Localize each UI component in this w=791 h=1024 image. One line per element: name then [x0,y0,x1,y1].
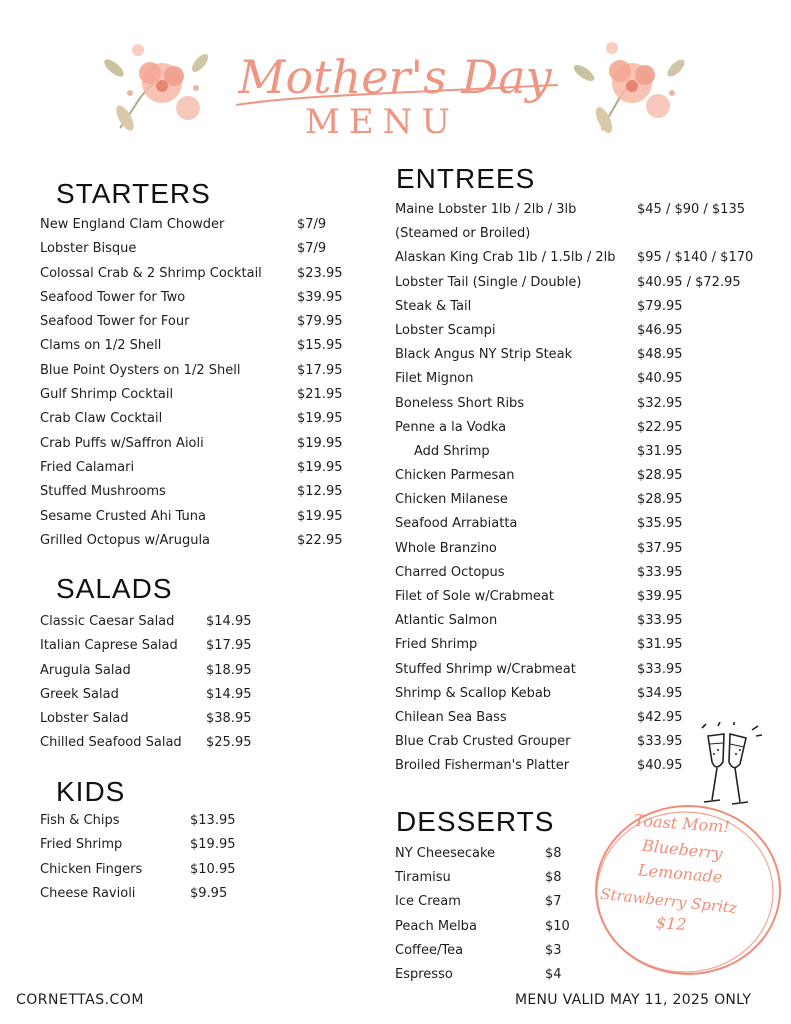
list-item [395,367,775,391]
list-item [395,842,595,866]
list-item [40,359,360,383]
item-name: Coffee/Tea [395,942,464,958]
item-price: $19.95 [297,435,343,451]
item-name: Gulf Shrimp Cocktail [40,387,174,403]
item-name: Blue Point Oysters on 1/2 Shell [40,362,241,378]
list-item [395,866,595,890]
item-name: Broiled Fisherman's Platter [395,758,570,774]
list-item [395,633,775,657]
item-price: $38.95 [206,711,252,727]
list-item [40,634,300,658]
promo-price: $12 [655,912,688,935]
list-item [395,585,775,609]
desserts-list [395,842,595,987]
item-name: Arugula Salad [40,662,131,678]
item-price: $12.95 [297,484,343,500]
item-price: $14.95 [206,686,252,702]
item-price: $40.95 / $72.95 [637,274,741,290]
list-item [395,915,595,939]
list-item [40,286,360,310]
item-name: Whole Branzino [395,540,497,556]
salads-list [40,610,300,756]
item-name: Peach Melba [395,918,477,934]
list-item [40,683,300,707]
list-item [395,295,775,319]
footer-website: CORNETTAS.COM [16,992,144,1008]
list-item [40,659,300,683]
list-item [40,407,360,431]
item-price: $14.95 [206,614,252,629]
item-name: Filet of Sole w/Crabmeat [395,589,554,604]
item-name: Espresso [395,966,453,982]
desserts-title: DESSERTS [396,806,555,837]
item-name: NY Cheesecake [395,846,496,861]
list-item [395,537,775,561]
item-name: Fried Shrimp [40,837,123,853]
item-name: Charred Octopus [395,564,505,580]
item-price: $19.95 [190,837,236,853]
list-item [40,707,300,731]
script-title-text: Mother's Day [238,50,552,104]
list-item [395,609,775,633]
list-item [395,890,595,914]
item-name: Crab Claw Cocktail [40,411,163,427]
item-name: Chilean Sea Bass [395,709,507,725]
item-price: $8 [545,846,562,861]
item-price: $40.95 [637,758,683,774]
item-name: Crab Puffs w/Saffron Aioli [40,435,204,451]
item-price: $22.95 [637,419,683,435]
list-item [40,334,360,358]
item-price: $45 / $90 / $135 [637,202,745,217]
item-name: Black Angus NY Strip Steak [395,347,573,363]
item-name: Stuffed Mushrooms [40,484,166,500]
entrees-title: ENTREES [396,163,536,194]
item-price: $8 [545,870,562,886]
item-name: Tiramisu [395,870,451,886]
list-item [40,262,360,286]
item-price: $33.95 [637,661,683,677]
item-price: $79.95 [637,298,683,314]
item-name: Chilled Seafood Salad [40,735,182,751]
list-item [40,882,280,906]
item-name: Penne a la Vodka [395,419,507,435]
item-price: $37.95 [637,540,683,556]
item-price: $39.95 [637,589,683,604]
item-price: $28.95 [637,468,683,484]
item-name: Add Shrimp [414,443,490,459]
list-item [395,319,775,343]
item-name: New England Clam Chowder [40,217,225,232]
promo-line-spritz: Strawberry Spritz [599,884,738,918]
item-price: $25.95 [206,735,252,751]
item-price: $35.95 [637,516,683,532]
kids-title: KIDS [56,776,126,807]
item-name: Steak & Tail [395,298,472,314]
item-name: Chicken Parmesan [395,468,515,484]
list-item [395,343,775,367]
item-price: $32.95 [637,395,683,411]
item-name: Fish & Chips [40,813,120,828]
item-price: $95 / $140 / $170 [637,250,754,266]
list-item [395,963,595,987]
champagne-glasses-icon [690,722,770,812]
item-price: $15.95 [297,338,343,354]
list-item [40,858,280,882]
list-item [395,392,775,416]
item-price: $22.95 [297,532,343,548]
item-name: Colossal Crab & 2 Shrimp Cocktail [40,265,262,281]
salads-title: SALADS [56,573,173,604]
item-price: $39.95 [297,289,343,305]
item-price: $7 [545,894,562,910]
list-item [40,456,360,480]
item-price: $33.95 [637,564,683,580]
entrees-list [395,198,775,779]
floral-decoration-left-icon [100,38,220,138]
list-item [40,731,300,755]
item-price: $33.95 [637,734,683,750]
item-name: Chicken Fingers [40,861,143,877]
item-price: $4 [545,966,562,982]
list-item [395,682,775,706]
list-item [40,809,280,833]
item-name: Blue Crab Crusted Grouper [395,734,571,750]
item-price: $31.95 [637,637,683,653]
item-price: $79.95 [297,314,343,330]
item-name: Sesame Crusted Ahi Tuna [40,508,206,524]
item-name: Stuffed Shrimp w/Crabmeat [395,661,576,677]
item-name: Fried Calamari [40,459,135,475]
item-name: Fried Shrimp [395,637,478,653]
item-price: $17.95 [297,362,343,378]
item-name: Grilled Octopus w/Arugula [40,532,211,548]
list-item [395,198,775,222]
list-item [395,440,775,464]
item-price: $19.95 [297,459,343,475]
item-price: $7/9 [297,241,327,257]
item-name: Clams on 1/2 Shell [40,338,162,354]
list-item [40,529,360,553]
item-price: $3 [545,942,562,958]
item-name: (Steamed or Broiled) [395,226,531,242]
list-item [40,237,360,261]
menu-heading: MENU [305,102,460,142]
kids-list [40,809,280,906]
item-price: $21.95 [297,387,343,403]
list-item [40,310,360,334]
promo-line-toast: Toast Mom! [633,810,731,837]
item-price: $7/9 [297,217,327,232]
item-name: Atlantic Salmon [395,613,498,629]
item-name: Chicken Milanese [395,492,508,508]
item-name: Cheese Ravioli [40,885,136,901]
item-price: $17.95 [206,638,252,654]
list-item [395,246,775,270]
item-name: Lobster Bisque [40,241,137,257]
promo-line-lemonade: Lemonade [637,860,724,887]
item-price: $23.95 [297,265,343,281]
item-name: Greek Salad [40,686,119,702]
list-item [395,271,775,295]
item-price: $18.95 [206,662,252,678]
list-item [40,505,360,529]
item-price: $31.95 [637,443,683,459]
starters-title: STARTERS [56,178,211,209]
list-item [40,480,360,504]
item-name: Seafood Tower for Two [40,289,186,305]
floral-decoration-right-icon [572,38,692,138]
list-item [40,833,280,857]
item-name: Maine Lobster 1lb / 2lb / 3lb [395,202,577,217]
item-price: $46.95 [637,322,683,338]
list-item [395,488,775,512]
item-price: $13.95 [190,813,236,828]
item-name: Lobster Scampi [395,322,496,338]
starters-list [40,213,360,553]
item-name: Alaskan King Crab 1lb / 1.5lb / 2lb [395,250,616,266]
list-item [395,416,775,440]
list-item [395,561,775,585]
list-item [395,222,775,246]
item-price: $42.95 [637,709,683,725]
item-price: $9.95 [190,885,228,901]
item-price: $19.95 [297,411,343,427]
item-name: Boneless Short Ribs [395,395,525,411]
item-name: Shrimp & Scallop Kebab [395,685,552,701]
promo-badge [590,800,785,980]
list-item [395,464,775,488]
promo-line-blueberry: Blueberry [641,835,724,864]
item-price: $33.95 [637,613,683,629]
item-name: Seafood Arrabiatta [395,516,518,532]
item-name: Lobster Salad [40,711,129,727]
item-price: $28.95 [637,492,683,508]
list-item [40,432,360,456]
item-name: Filet Mignon [395,371,474,387]
list-item [395,512,775,536]
item-price: $40.95 [637,371,683,387]
list-item [40,610,300,634]
list-item [395,658,775,682]
list-item [395,939,595,963]
list-item [40,213,360,237]
item-name: Ice Cream [395,894,461,910]
list-item [40,383,360,407]
footer-validity: MENU VALID MAY 11, 2025 ONLY [515,992,752,1008]
item-price: $34.95 [637,685,683,701]
item-name: Seafood Tower for Four [40,314,190,330]
item-name: Italian Caprese Salad [40,638,178,654]
item-name: Lobster Tail (Single / Double) [395,274,582,290]
item-price: $10.95 [190,861,236,877]
item-price: $10 [545,918,570,934]
item-price: $48.95 [637,347,683,363]
item-name: Classic Caesar Salad [40,614,175,629]
item-price: $19.95 [297,508,343,524]
